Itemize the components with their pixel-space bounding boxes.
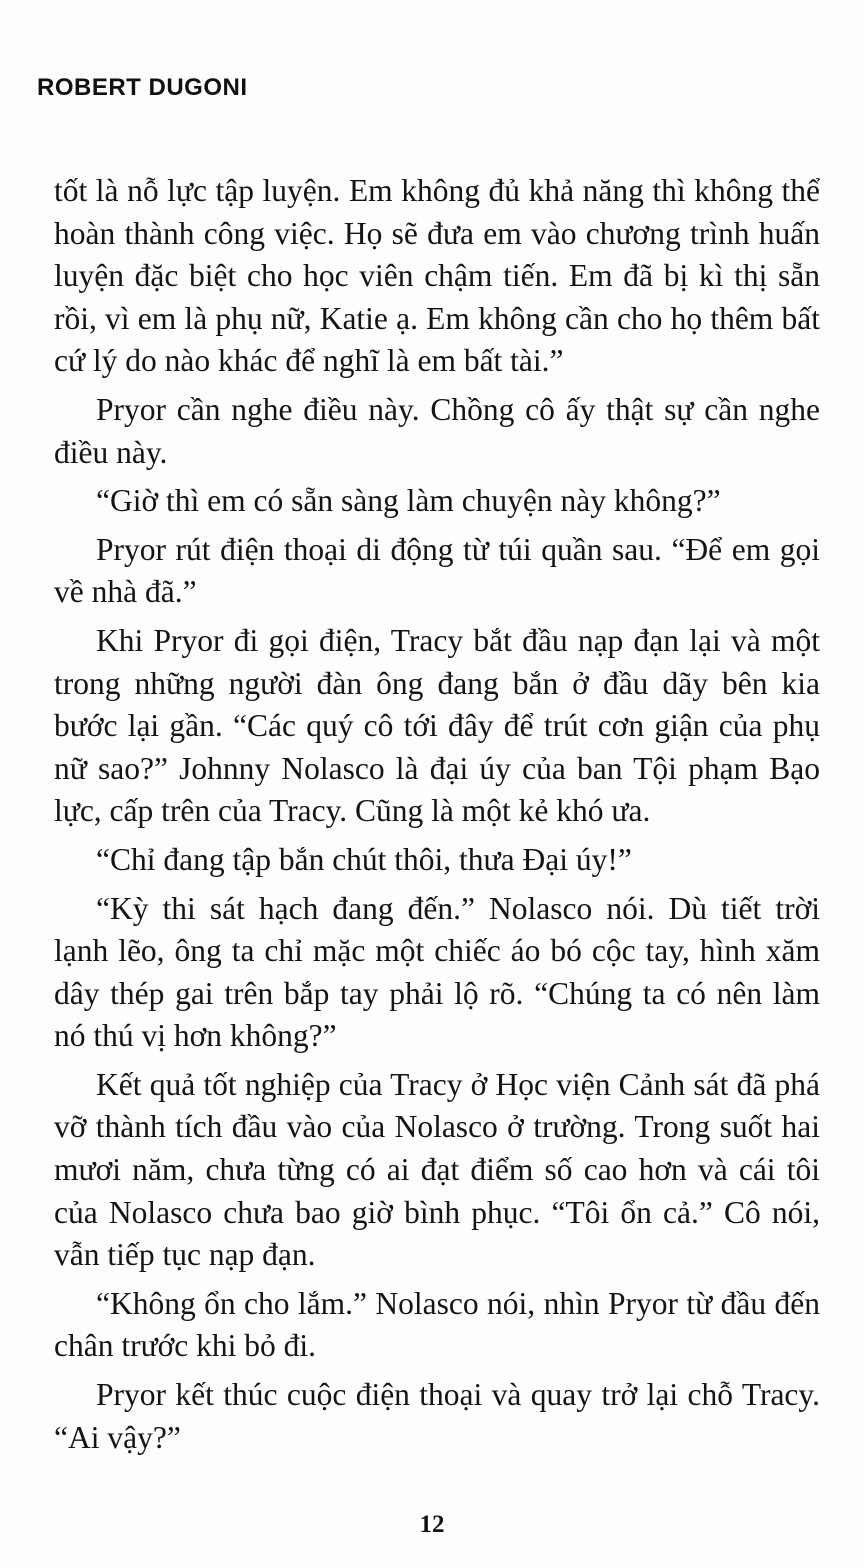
paragraph-5: Khi Pryor đi gọi điện, Tracy bắt đầu nạp đạn lại và một trong những người đàn ông đang bắn ở đầu dãy bên kia bước lại gần. “Các quý cô tới đây để trút cơn giận của phụ nữ sao?” Johnny Nolasco là đại úy của ban Tội phạm Bạo lực, cấp trên của Tracy. Cũng là một kẻ khó ưa.	[54, 622, 820, 829]
paragraph-3: “Giờ thì em có sẵn sàng làm chuyện này không?”	[96, 483, 721, 519]
paragraph-2: Pryor cần nghe điều này. Chồng cô ấy thật sự cần nghe điều này.	[54, 391, 820, 470]
body-text	[54, 170, 820, 1465]
paragraph-7: “Kỳ thi sát hạch đang đến.” Nolasco nói. Dù tiết trời lạnh lẽo, ông ta chỉ mặc một chiếc áo bó cộc tay, hình xăm dây thép gai trên bắp tay phải lộ rõ. “Chúng ta có nên làm nó thú vị hơn không?”	[54, 890, 820, 1054]
page-number: 12	[419, 1511, 445, 1538]
paragraph-1: tốt là nỗ lực tập luyện. Em không đủ khả năng thì không thể hoàn thành công việc. Họ sẽ đưa em vào chương trình huấn luyện đặc biệt cho học viên chậm tiến. Em đã bị kì thị sẵn rồi, vì em là phụ nữ, Katie ạ. Em không cần cho họ thêm bất cứ lý do nào khác để nghĩ là em bất tài.”	[54, 173, 820, 379]
paragraph-8: Kết quả tốt nghiệp của Tracy ở Học viện Cảnh sát đã phá vỡ thành tích đầu vào của Nolasco ở trường. Trong suốt hai mươi năm, chưa từng có ai đạt điểm số cao hơn và cái tôi của Nolasco chưa bao giờ bình phục. “Tôi ổn cả.” Cô nói, vẫn tiếp tục nạp đạn.	[54, 1066, 820, 1273]
running-head-author: ROBERT DUGONI	[37, 74, 248, 101]
paragraph-4: Pryor rút điện thoại di động từ túi quần sau. “Để em gọi về nhà đã.”	[54, 531, 820, 610]
paragraph-6: “Chỉ đang tập bắn chút thôi, thưa Đại úy!”	[96, 841, 632, 877]
paragraph-9: “Không ổn cho lắm.” Nolasco nói, nhìn Pryor từ đầu đến chân trước khi bỏ đi.	[54, 1285, 820, 1364]
paragraph-10: Pryor kết thúc cuộc điện thoại và quay trở lại chỗ Tracy. “Ai vậy?”	[54, 1377, 820, 1455]
